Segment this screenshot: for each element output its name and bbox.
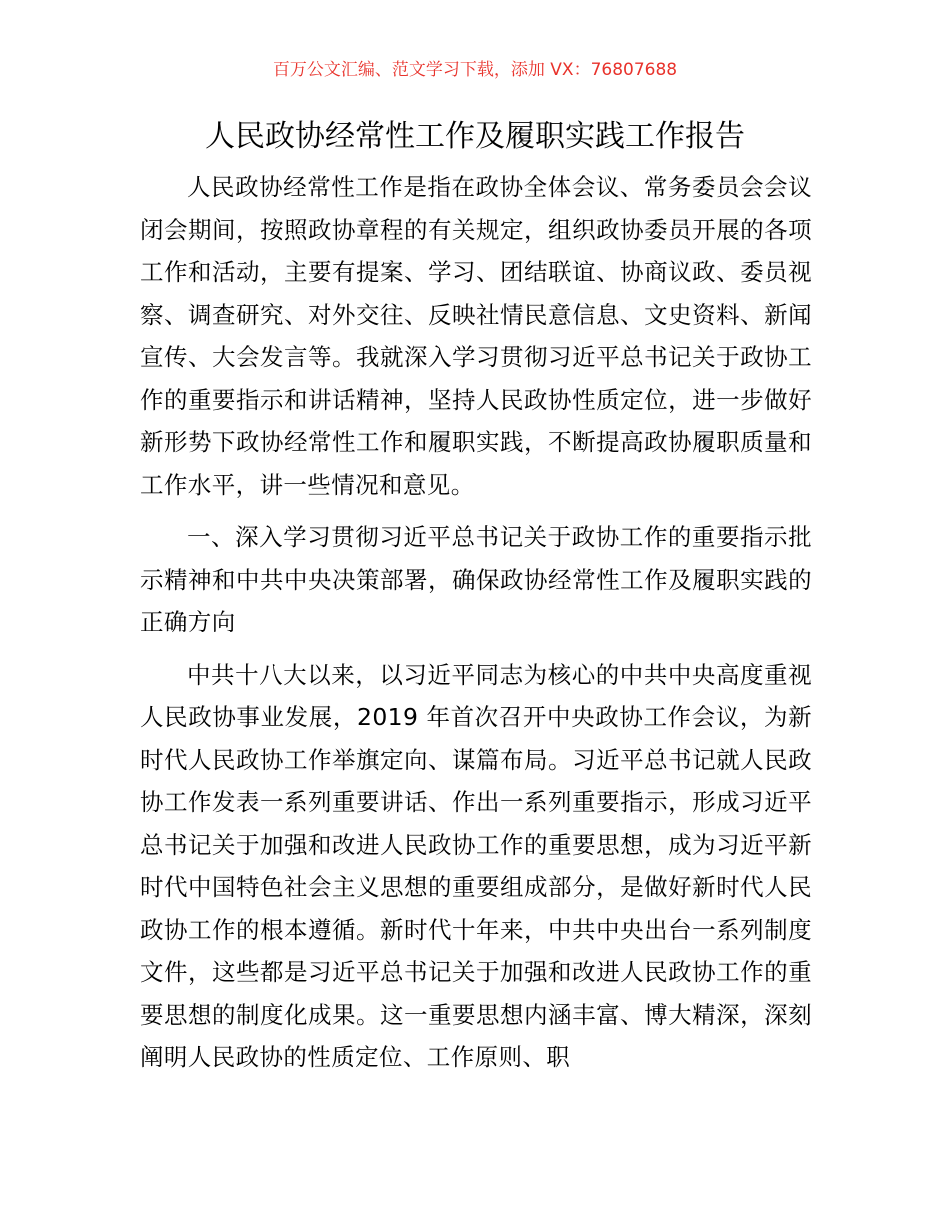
paragraph-section-1: 中共十八大以来，以习近平同志为核心的中共中央高度重视人民政协事业发展，2019 年首次召开中央政协工作会议，为新时代人民政协工作举旗定向、谋篇布局。习近平总书记就人民政协工作发表一系列重要讲话、作出一系列重要指示，形成习近平总书记关于加强和改进人民政协工作的重要思想，成为习近平新时代中国特色社会主义思想的重要组成部分，是做好新时代人民政协工作的根本遵循。新时代十年来，中共中央出台一系列制度文件，这些都是习近平总书记关于加强和改进人民政协工作的重要思想的制度化成果。这一重要思想内涵丰富、博大精深，深刻阐明人民政协的性质定位、工作原则、职 [140,660,812,1071]
document-body [140,166,812,1079]
paragraph-intro: 人民政协经常性工作是指在政协全体会议、常务委员会会议闭会期间，按照政协章程的有关规定，组织政协委员开展的各项工作和活动，主要有提案、学习、团结联谊、协商议政、委员视察、调查研究、对外交往、反映社情民意信息、文史资料、新闻宣传、大会发言等。我就深入学习贯彻习近平总书记关于政协工作的重要指示和讲话精神，坚持人民政协性质定位，进一步做好新形势下政协经常性工作和履职实践，不断提高政协履职质量和工作水平，讲一些情况和意见。 [140,173,812,499]
document-title: 人民政协经常性工作及履职实践工作报告 [205,119,745,154]
section-heading-1: 一、深入学习贯彻习近平总书记关于政协工作的重要指示批示精神和中共中央决策部署，确保政协经常性工作及履职实践的正确方向 [140,523,812,636]
header-watermark: 百万公文汇编、范文学习下载，添加 VX：76807688 [272,60,678,80]
